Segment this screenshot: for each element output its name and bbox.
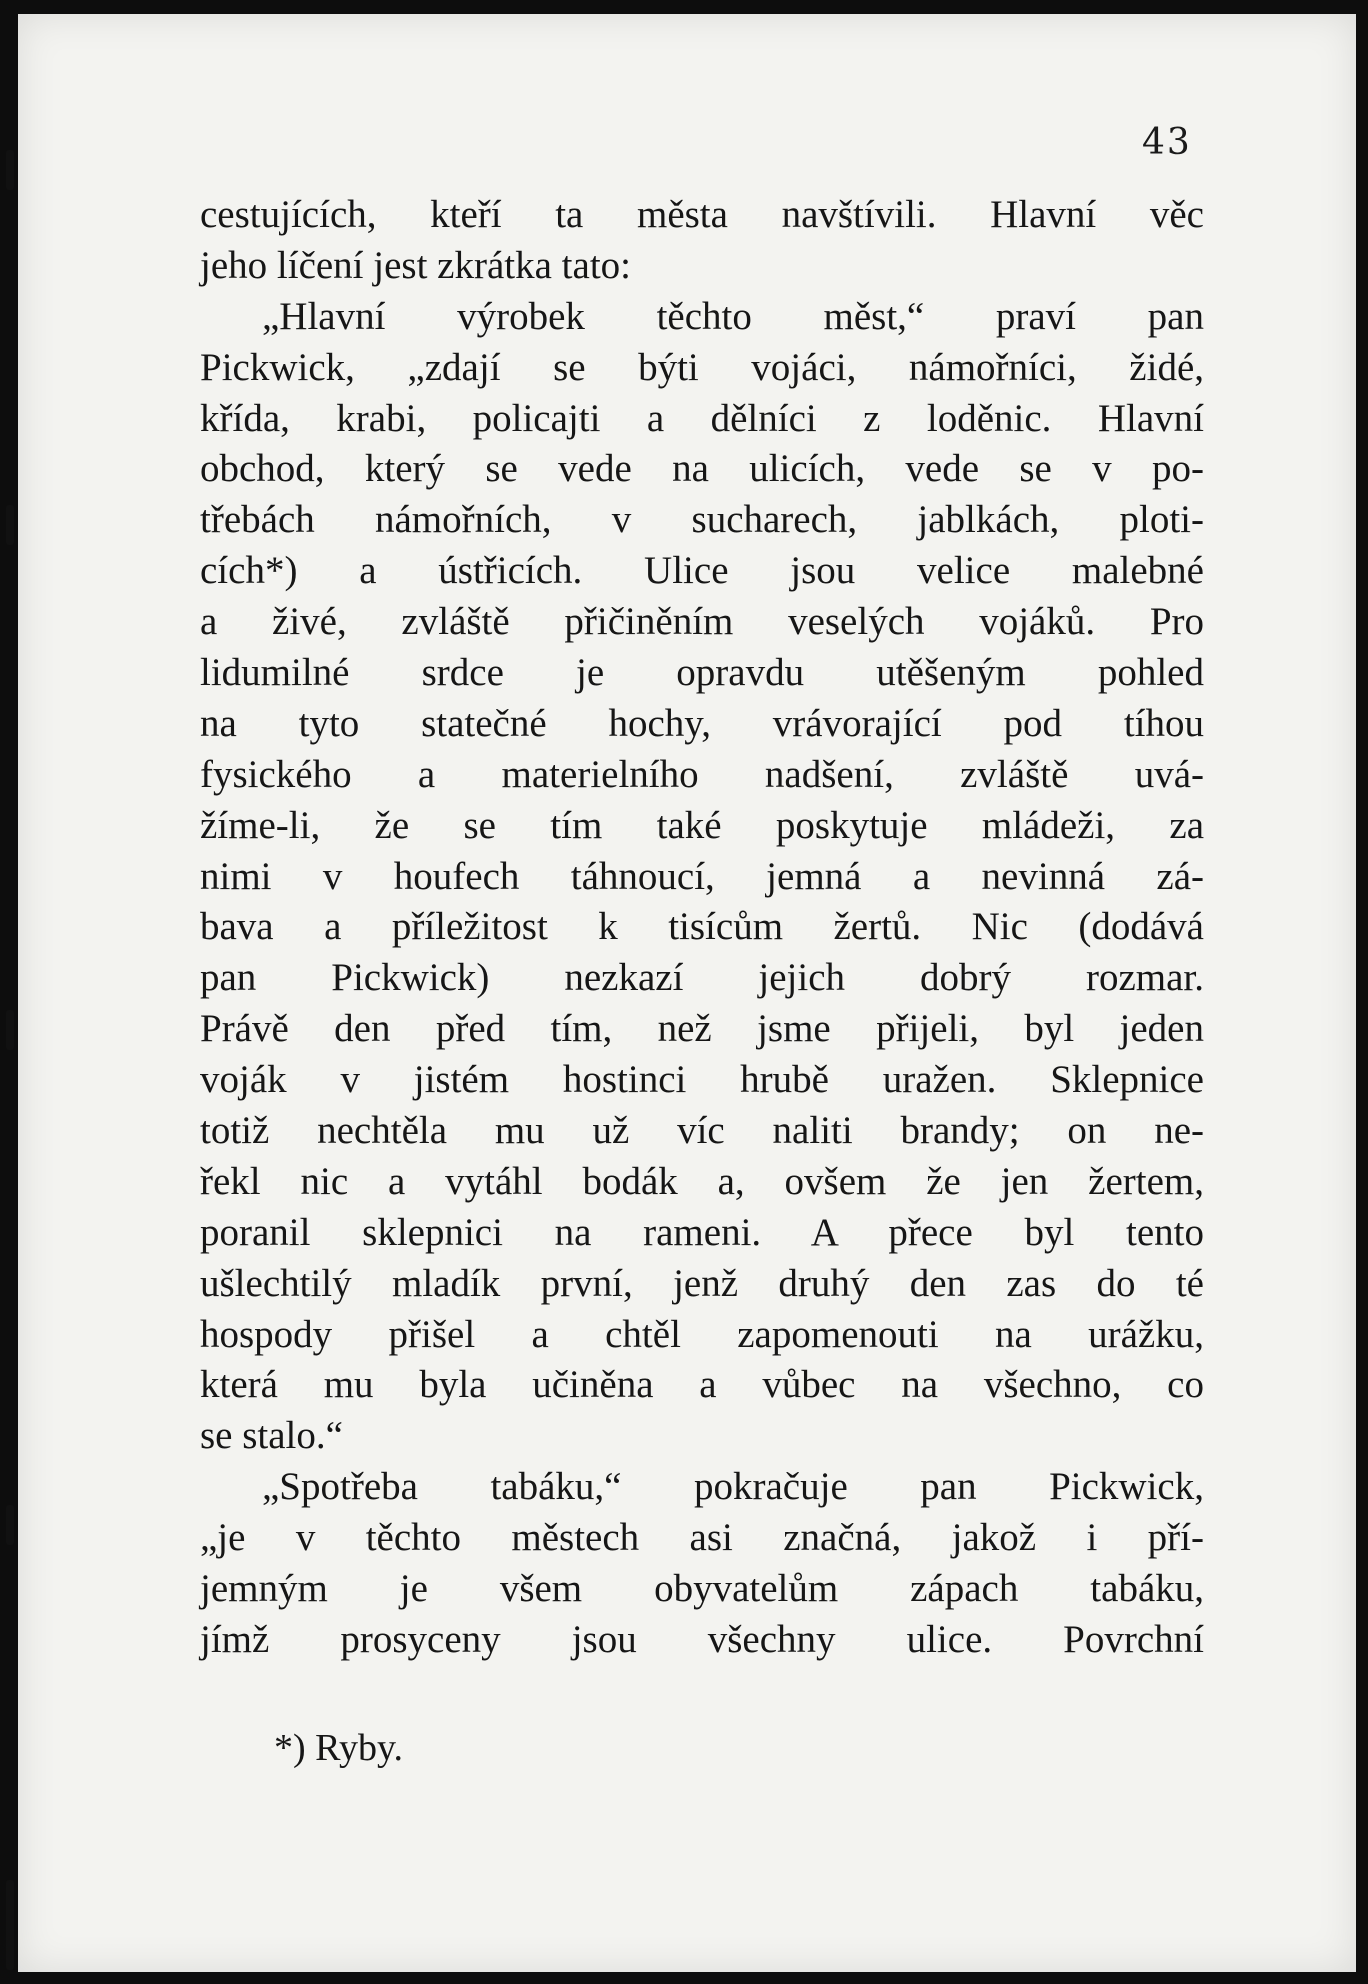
text-line: bava a příležitost k tisícům žertů. Nic (dodává — [200, 905, 1204, 949]
text-line: na tyto statečné hochy, vrávorající pod tíhou — [200, 701, 1204, 745]
scan-edge-mark — [6, 150, 14, 190]
text-line: cestujících, kteří ta města navštívili. Hlavní věc — [200, 193, 1204, 236]
text-line: fysického a materielního nadšení, zvláště uvá- — [200, 752, 1204, 796]
text-line: žíme-li, že se tím také poskytuje mládeži, za — [200, 803, 1204, 847]
text-line: hospody přišel a chtěl zapomenouti na urážku, — [200, 1312, 1204, 1356]
book-page — [18, 14, 1356, 1972]
scan-edge-mark — [6, 1880, 14, 1970]
text-line: pan Pickwick) nezkazí jejich dobrý rozmar. — [200, 956, 1204, 1000]
text-line: obchod, který se vede na ulicích, vede se v po- — [200, 447, 1204, 491]
scan-edge-mark — [6, 1010, 14, 1050]
text-line: totiž nechtěla mu už víc naliti brandy; on ne- — [200, 1109, 1204, 1153]
text-line: řekl nic a vytáhl bodák a, ovšem že jen žertem, — [200, 1159, 1204, 1203]
text-line: jeho líčení jest zkrátka tato: — [200, 243, 631, 287]
text-line: Pickwick, „zdají se býti vojáci, námořníci, židé, — [200, 345, 1204, 389]
text-line: cích*) a ústřicích. Ulice jsou velice malebné — [200, 549, 1204, 593]
footnote: *) Ryby. — [274, 1727, 404, 1769]
text-line: „Spotřeba tabáku,“ pokračuje pan Pickwick, — [262, 1465, 1204, 1509]
text-line: voják v jistém hostinci hrubě uražen. Sklepnice — [200, 1058, 1204, 1102]
text-line: jímž prosyceny jsou všechny ulice. Povrchní — [200, 1617, 1204, 1661]
text-line: Právě den před tím, než jsme přijeli, byl jeden — [200, 1007, 1204, 1051]
text-line: poranil sklepnici na rameni. A přece byl tento — [200, 1210, 1204, 1254]
text-line: „Hlavní výrobek těchto měst,“ praví pan — [262, 294, 1204, 338]
text-line: nimi v houfech táhnoucí, jemná a nevinná zá- — [200, 854, 1204, 898]
page-number: 43 — [1142, 122, 1192, 163]
text-line: křída, krabi, policajti a dělníci z loděnic. Hlavní — [200, 396, 1204, 440]
scan-edge-mark — [6, 505, 14, 545]
text-line: a živé, zvláště přičiněním veselých vojáků. Pro — [200, 600, 1204, 644]
text-line: ušlechtilý mladík první, jenž druhý den zas do té — [200, 1261, 1204, 1305]
text-line: lidumilné srdce je opravdu utěšeným pohled — [200, 651, 1204, 695]
text-line: třebách námořních, v sucharech, jablkách, ploti- — [200, 498, 1204, 542]
body-text — [200, 190, 1204, 1666]
scan-edge-mark — [6, 1505, 14, 1545]
text-line: se stalo.“ — [200, 1414, 343, 1458]
text-line: jemným je všem obyvatelům zápach tabáku, — [200, 1567, 1204, 1611]
text-line: „je v těchto městech asi značná, jakož i pří- — [200, 1516, 1204, 1560]
text-line: která mu byla učiněna a vůbec na všechno, co — [200, 1363, 1204, 1407]
